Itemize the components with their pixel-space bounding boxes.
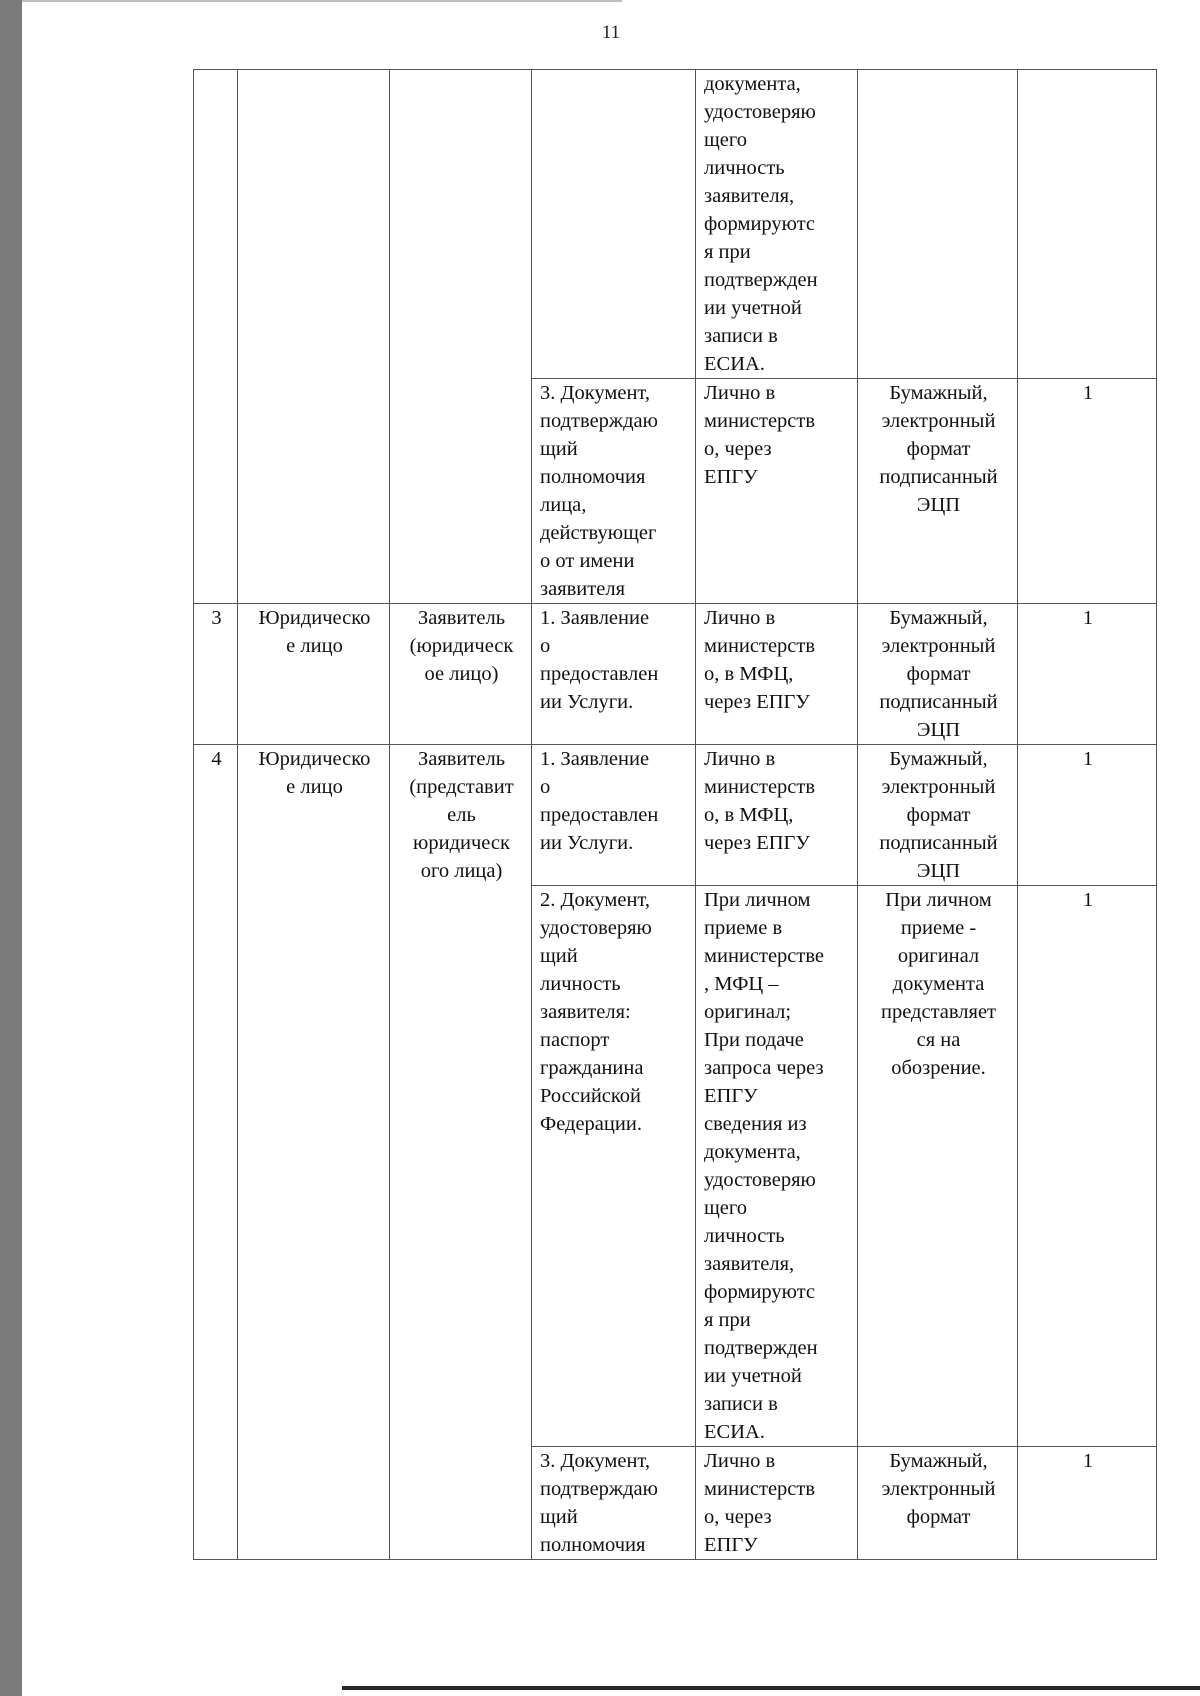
cell-format: Бумажный, электронный формат подписанный ЭЦП xyxy=(858,745,1018,886)
cell-method: Лично в министерств о, через ЕПГУ xyxy=(696,1447,858,1560)
documents-table xyxy=(193,69,1157,1560)
scan-edge-top xyxy=(22,0,622,2)
cell-count: 1 xyxy=(1018,745,1157,886)
cell-method: Лично в министерств о, в МФЦ, через ЕПГУ xyxy=(696,745,858,886)
cell-count: 1 xyxy=(1018,379,1157,604)
cell-count xyxy=(1018,70,1157,379)
cell-category xyxy=(238,70,390,604)
cell-applicant: Заявитель (представит ель юридическ ого лица) xyxy=(390,745,532,1560)
cell-number: 3 xyxy=(194,604,238,745)
cell-document: 3. Документ, подтверждаю щий полномочия лица, действующег о от имени заявителя xyxy=(532,379,696,604)
cell-count: 1 xyxy=(1018,604,1157,745)
cell-category: Юридическо е лицо xyxy=(238,745,390,1560)
cell-format xyxy=(858,70,1018,379)
cell-method: Лично в министерств о, в МФЦ, через ЕПГУ xyxy=(696,604,858,745)
cell-format: Бумажный, электронный формат xyxy=(858,1447,1018,1560)
cell-applicant xyxy=(390,70,532,604)
cell-count: 1 xyxy=(1018,886,1157,1447)
cell-document: 2. Документ, удостоверяю щий личность заявителя: паспорт гражданина Российской Федерации. xyxy=(532,886,696,1447)
table-row xyxy=(194,70,1157,379)
cell-count: 1 xyxy=(1018,1447,1157,1560)
cell-document: 1. Заявление о предоставлен ии Услуги. xyxy=(532,604,696,745)
cell-format: Бумажный, электронный формат подписанный ЭЦП xyxy=(858,604,1018,745)
cell-method: Лично в министерств о, через ЕПГУ xyxy=(696,379,858,604)
scan-edge-bottom xyxy=(342,1686,1200,1690)
cell-method: документа, удостоверяю щего личность заявителя, формируютс я при подтвержден ии учетной записи в ЕСИА. xyxy=(696,70,858,379)
cell-number xyxy=(194,70,238,604)
cell-number: 4 xyxy=(194,745,238,1560)
cell-applicant: Заявитель (юридическ ое лицо) xyxy=(390,604,532,745)
page-number: 11 xyxy=(601,22,621,43)
table-row xyxy=(194,745,1157,886)
cell-category: Юридическо е лицо xyxy=(238,604,390,745)
cell-method: При личном приеме в министерстве , МФЦ – оригинал; При подаче запроса через ЕПГУ сведения из документа, удостоверяю щего личность заявителя, формируютс я при подтвержден ии учетной записи в ЕСИА. xyxy=(696,886,858,1447)
cell-document: 3. Документ, подтверждаю щий полномочия xyxy=(532,1447,696,1560)
cell-format: При личном приеме - оригинал документа представляет ся на обозрение. xyxy=(858,886,1018,1447)
cell-format: Бумажный, электронный формат подписанный ЭЦП xyxy=(858,379,1018,604)
table-row xyxy=(194,604,1157,745)
cell-document xyxy=(532,70,696,379)
document-page xyxy=(22,0,1200,1696)
cell-document: 1. Заявление о предоставлен ии Услуги. xyxy=(532,745,696,886)
